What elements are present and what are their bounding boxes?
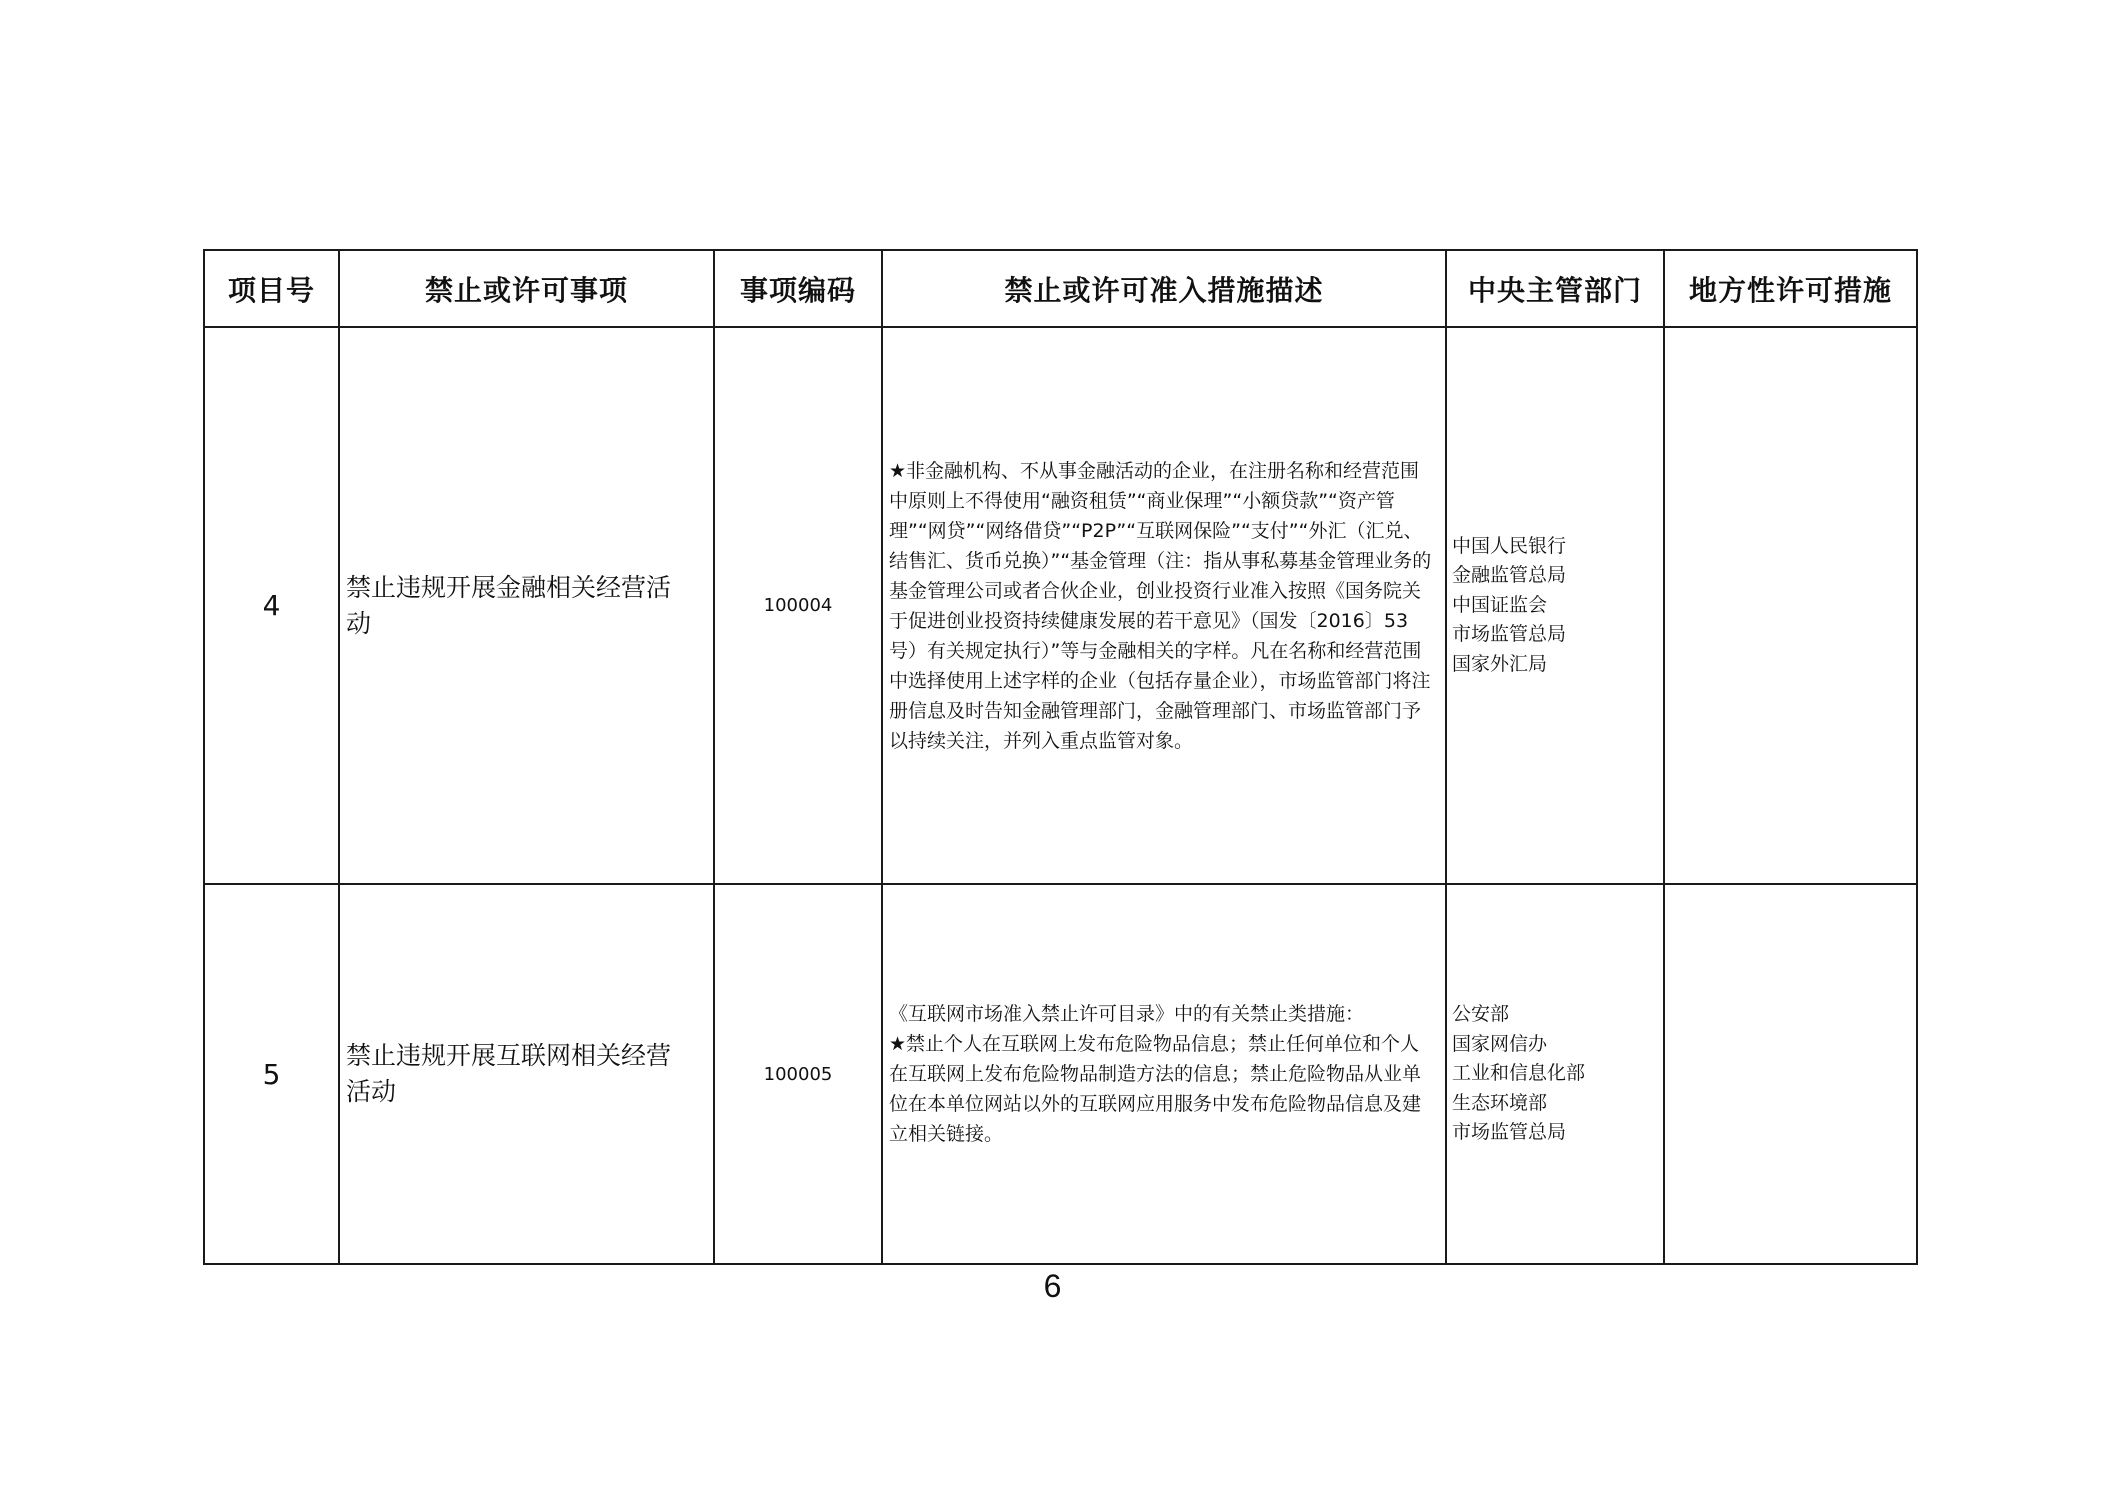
description-paragraph: ★非金融机构、不从事金融活动的企业，在注册名称和经营范围中原则上不得使用“融资租赁”“商业保理”“小额贷款”“资产管理”“网贷”“网络借贷”“P2P”“互联网保险”“支付”“外汇（汇兑、结售汇、货币兑换）”“基金管理（注：指从事私募基金管理业务的基金管理公司或者合伙企业，创业投资行业准入按照《国务院关于促进创业投资持续健康发展的若干意见》（国发〔2016〕53号）有关规定执行）”等与金融相关的字样。凡在名称和经营范围中选择使用上述字样的企业（包括存量企业），市场监管部门将注册信息及时告知金融管理部门，金融管理部门、市场监管部门予以持续关注，并列入重点监管对象。 (889, 459, 1432, 752)
department-name: 中国人民银行 (1452, 534, 1567, 557)
central-departments (1446, 884, 1664, 1264)
department-name: 市场监管总局 (1452, 623, 1567, 646)
header-measure-description: 禁止或许可准入措施描述 (882, 250, 1446, 327)
table-row (204, 327, 1917, 884)
table-header-row (204, 250, 1917, 327)
header-item-name: 禁止或许可事项 (339, 250, 714, 327)
department-name: 中国证监会 (1452, 593, 1548, 616)
department-name: 国家外汇局 (1452, 652, 1548, 675)
description-paragraph: ★禁止个人在互联网上发布危险物品信息；禁止任何单位和个人在互联网上发布危险物品制造方法的信息；禁止危险物品从业单位在本单位网站以外的互联网应用服务中发布危险物品信息及建立相关链接。 (889, 1033, 1422, 1145)
item-number: 4 (204, 327, 339, 884)
department-name: 国家网信办 (1452, 1032, 1548, 1055)
department-name: 生态环境部 (1452, 1091, 1548, 1114)
department-name: 工业和信息化部 (1452, 1062, 1586, 1085)
department-name: 公安部 (1452, 1003, 1510, 1026)
item-name: 禁止违规开展金融相关经营活动 (339, 327, 714, 884)
item-code: 100004 (714, 327, 882, 884)
header-central-department: 中央主管部门 (1446, 250, 1664, 327)
department-name: 金融监管总局 (1452, 564, 1567, 587)
description-paragraph: 《互联网市场准入禁止许可目录》中的有关禁止类措施： (889, 1003, 1365, 1025)
central-departments (1446, 327, 1664, 884)
local-measures (1664, 884, 1917, 1264)
header-local-measures: 地方性许可措施 (1664, 250, 1917, 327)
header-item-number: 项目号 (204, 250, 339, 327)
item-code: 100005 (714, 884, 882, 1264)
item-name: 禁止违规开展互联网相关经营活动 (339, 884, 714, 1264)
measure-description (882, 884, 1446, 1264)
page-number: 6 (1043, 1268, 1062, 1304)
table-row (204, 884, 1917, 1264)
market-access-table (203, 249, 1918, 1265)
header-item-code: 事项编码 (714, 250, 882, 327)
measure-description (882, 327, 1446, 884)
department-name: 市场监管总局 (1452, 1121, 1567, 1144)
item-number: 5 (204, 884, 339, 1264)
local-measures (1664, 327, 1917, 884)
